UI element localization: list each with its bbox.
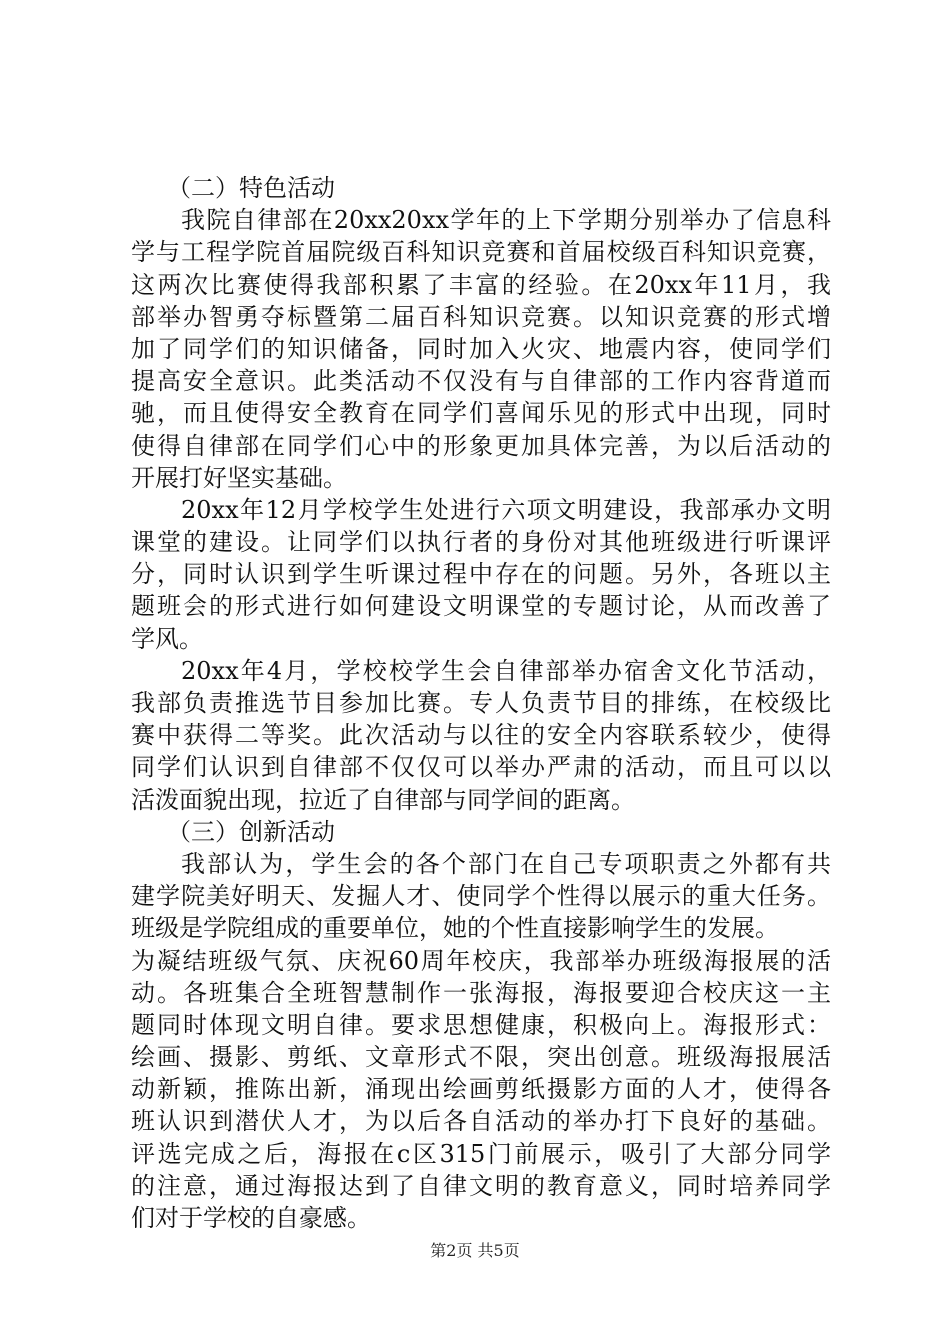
paragraph-line: 建学院美好明天、发掘人才、使同学个性得以展示的重大任务。 — [131, 882, 831, 911]
paragraph-line: 同学们认识到自律部不仅仅可以举办严肃的活动，而且可以以 — [131, 753, 831, 782]
paragraph-line: 课堂的建设。让同学们以执行者的身份对其他班级进行听课评 — [131, 528, 831, 557]
paragraph-line: 我院自律部在20xx20xx学年的上下学期分别举办了信息科 — [181, 206, 831, 235]
paragraph-line: 提高安全意识。此类活动不仅没有与自律部的工作内容背道而 — [131, 367, 831, 396]
section-heading-innovation-activities: （三）创新活动 — [167, 817, 335, 846]
paragraph-line: 动新颖，推陈出新，涌现出绘画剪纸摄影方面的人才，使得各 — [131, 1075, 831, 1104]
paragraph-line: 开展打好坚实基础。 — [131, 463, 347, 492]
paragraph-line: 班级是学院组成的重要单位，她的个性直接影响学生的发展。 — [131, 914, 779, 943]
page-number-footer: 第2页 共5页 — [430, 1241, 520, 1260]
paragraph-line: 题班会的形式进行如何建设文明课堂的专题讨论，从而改善了 — [131, 592, 831, 621]
paragraph-line: 部举办智勇夺标暨第二届百科知识竞赛。以知识竞赛的形式增 — [131, 302, 831, 331]
paragraph-line: 20xx年12月学校学生处进行六项文明建设，我部承办文明 — [181, 495, 831, 524]
paragraph-line: 分，同时认识到学生听课过程中存在的问题。另外，各班以主 — [131, 560, 831, 589]
section-heading-special-activities: （二）特色活动 — [167, 174, 335, 202]
paragraph-line: 我部负责推选节目参加比赛。专人负责节目的排练，在校级比 — [131, 689, 831, 717]
paragraph-line: 的注意，通过海报达到了自律文明的教育意义，同时培养同学 — [131, 1171, 831, 1200]
document-body — [131, 172, 831, 1234]
paragraph-line: 这两次比赛使得我部积累了丰富的经验。在20xx年11月，我 — [131, 270, 831, 299]
paragraph-line: 班认识到潜伏人才，为以后各自活动的举办打下良好的基础。 — [131, 1107, 831, 1136]
paragraph-line: 活泼面貌出现，拉近了自律部与同学间的距离。 — [131, 785, 635, 814]
paragraph-line: 动。各班集合全班智慧制作一张海报，海报要迎合校庆这一主 — [131, 978, 831, 1007]
paragraph-line: 绘画、摄影、剪纸、文章形式不限，突出创意。班级海报展活 — [131, 1043, 831, 1072]
paragraph-line: 赛中获得二等奖。此次活动与以往的安全内容联系较少，使得 — [131, 721, 831, 750]
paragraph-line: 20xx年4月，学校校学生会自律部举办宿舍文化节活动， — [181, 656, 831, 685]
paragraph-line: 加了同学们的知识储备，同时加入火灾、地震内容，使同学们 — [131, 334, 831, 363]
paragraph-line: 使得自律部在同学们心中的形象更加具体完善，为以后活动的 — [131, 431, 831, 460]
paragraph-line: 学与工程学院首届院级百科知识竞赛和首届校级百科知识竞赛， — [131, 238, 831, 267]
paragraph-line: 们对于学校的自豪感。 — [131, 1204, 371, 1232]
paragraph-line: 我部认为，学生会的各个部门在自己专项职责之外都有共 — [181, 849, 831, 878]
paragraph-line: 为凝结班级气氛、庆祝60周年校庆，我部举办班级海报展的活 — [131, 946, 831, 975]
paragraph-line: 题同时体现文明自律。要求思想健康，积极向上。海报形式： — [131, 1010, 831, 1039]
paragraph-line: 学风。 — [131, 624, 203, 653]
paragraph-line: 驰，而且使得安全教育在同学们喜闻乐见的形式中出现，同时 — [131, 399, 831, 428]
paragraph-line: 评选完成之后，海报在c区315门前展示，吸引了大部分同学 — [131, 1139, 831, 1168]
